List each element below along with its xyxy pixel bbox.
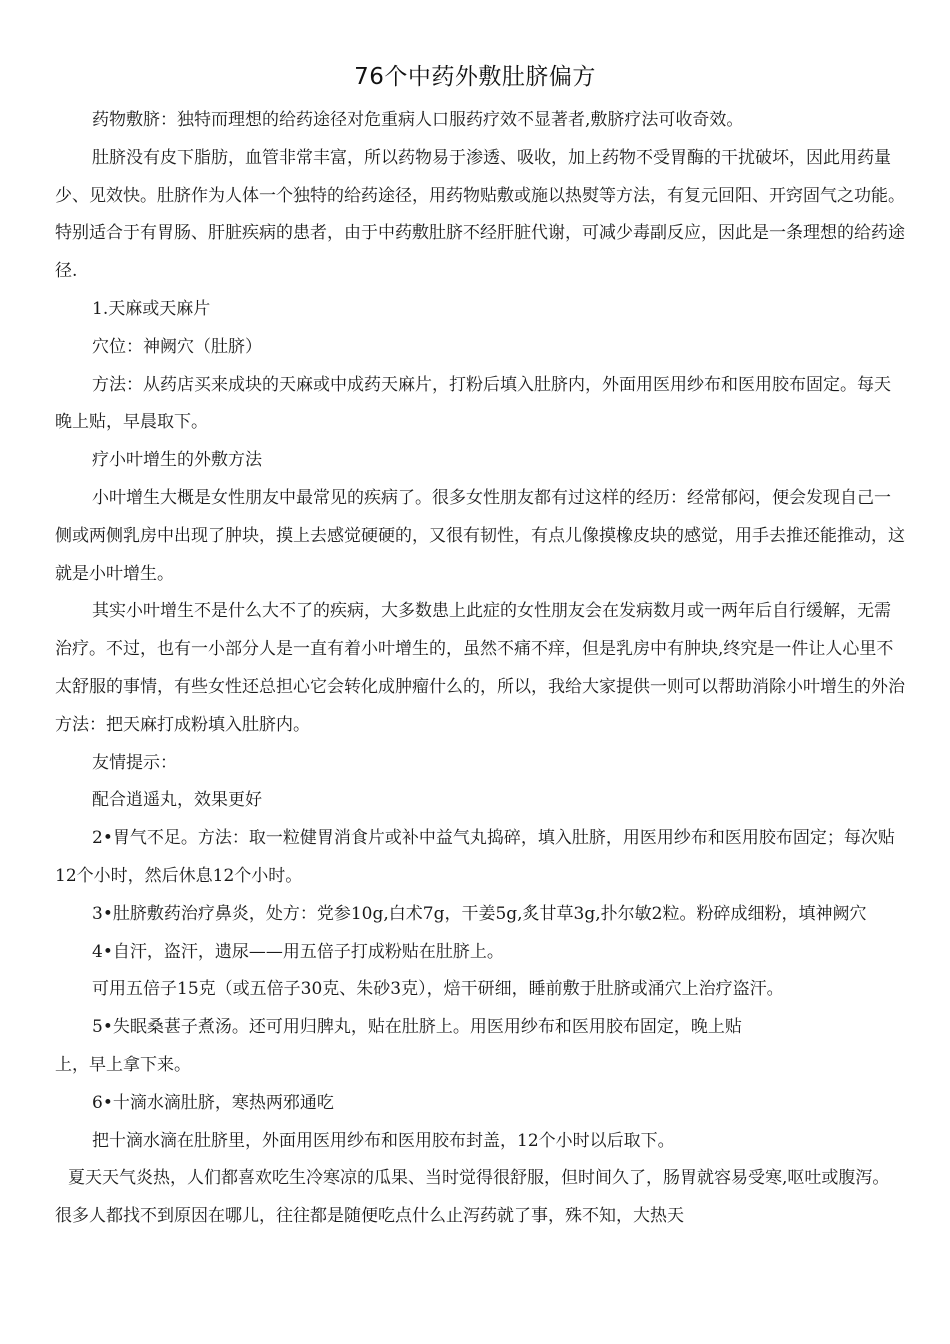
paragraph-item-2: 2•胃气不足。方法：取一粒健胃消食片或补中益气丸捣碎，填入肚脐，用医用纱布和医用胶布固定；每次贴12个小时，然后休息12个小时。 (55, 828, 895, 886)
paragraph-item-5-continued: 上，早上拿下来。 (55, 1054, 191, 1075)
paragraph-item-6: 6•十滴水滴肚脐，寒热两邪通吃 (92, 1092, 334, 1113)
paragraph-summer-advice: 夏天天气炎热，人们都喜欢吃生冷寒凉的瓜果、当时觉得很舒服，但时间久了，肠胃就容易受寒,呕吐或腹泻。很多人都找不到原因在哪儿，往往都是随便吃点什么止泻药就了事，殊不知，大热天 (55, 1168, 890, 1227)
paragraph-hyperplasia-description: 小叶增生大概是女性朋友中最常见的疾病了。很多女性朋友都有过这样的经历：经常郁闷，便会发现自己一侧或两侧乳房中出现了肿块，摸上去感觉硬硬的，又很有韧性，有点儿像摸橡皮块的感觉，用手去推还能推动，这就是小叶增生。 (55, 487, 905, 584)
paragraph-item-6-detail: 把十滴水滴在肚脐里，外面用医用纱布和医用胶布封盖，12个小时以后取下。 (92, 1130, 675, 1151)
paragraph-item-3: 3•肚脐敷药治疗鼻炎，处方：党参10g,白术7g，干姜5g,炙甘草3g,扑尔敏2粒。粉碎成细粉，填神阙穴 (92, 903, 867, 924)
paragraph-method: 方法：从药店买来成块的天麻或中成药天麻片，打粉后填入肚脐内，外面用医用纱布和医用胶布固定。每天晚上贴，早晨取下。 (55, 374, 891, 433)
paragraph-acupoint: 穴位：神阙穴（肚脐） (92, 336, 262, 357)
document-body (55, 102, 905, 1236)
paragraph-item-4-detail: 可用五倍子15克（或五倍子30克、朱砂3克），焙干研细，睡前敷于肚脐或涌穴上治疗盗汗。 (92, 979, 784, 1000)
paragraph-navel-description: 肚脐没有皮下脂肪，血管非常丰富，所以药物易于渗透、吸收，加上药物不受胃酶的干扰破坏，因此用药量少、见效快。肚脐作为人体一个独特的给药途径，用药物贴敷或施以热熨等方法，有复元回阳、开窍固气之功能。特别适合于有胃肠、肝脏疾病的患者，由于中药敷肚脐不经肝脏代谢，可减少毒副反应，因此是一条理想的给药途径. (55, 147, 905, 282)
paragraph-friendly-tip: 友情提示： (92, 752, 177, 773)
paragraph-item-5: 5•失眠桑葚子煮汤。还可用归脾丸，贴在肚脐上。用医用纱布和医用胶布固定，晚上贴 (92, 1017, 742, 1038)
paragraph-hyperplasia-treatment: 其实小叶增生不是什么大不了的疾病，大多数患上此症的女性朋友会在发病数月或一两年后自行缓解，无需治疗。不过，也有一小部分人是一直有着小叶增生的，虽然不痛不痒，但是乳房中有肿块,终究是一件让人心里不太舒服的事情，有些女性还总担心它会转化成肿瘤什么的，所以，我给大家提供一则可以帮助消除小叶增生的外治方法：把天麻打成粉填入肚脐内。 (55, 601, 905, 735)
heading-lobular-hyperplasia: 疗小叶增生的外敷方法 (92, 450, 262, 471)
paragraph-intro: 药物敷脐：独特而理想的给药途径对危重病人口服药疗效不显著者,敷脐疗法可收奇效。 (92, 110, 744, 130)
paragraph-item-4: 4•自汗，盗汗，遗尿——用五倍子打成粉贴在肚脐上。 (92, 941, 504, 962)
page-title: 76个中药外敷肚脐偏方 (354, 64, 596, 90)
paragraph-tip-content: 配合逍遥丸，效果更好 (92, 790, 262, 811)
heading-item-1: 1.天麻或天麻片 (92, 298, 211, 319)
